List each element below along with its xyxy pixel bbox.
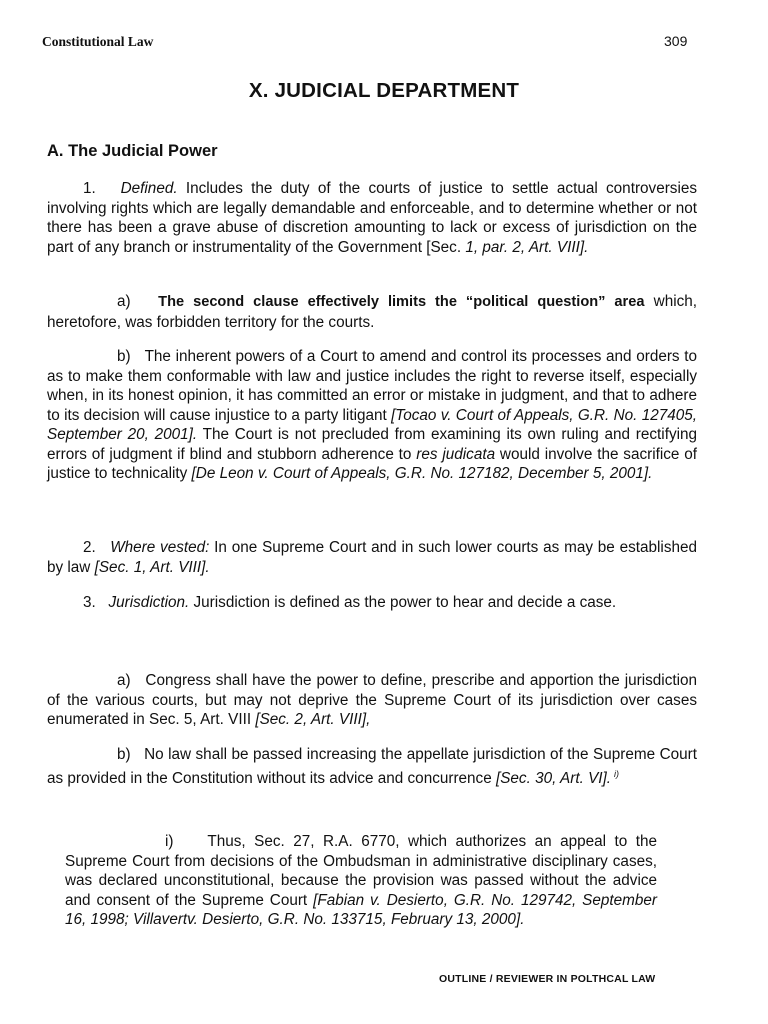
item-marker: 1. — [83, 180, 96, 197]
paragraph-inherent-powers — [47, 347, 697, 484]
paragraph-text: Includes the duty of the courts of justice to settle actual controversies involving rights which are legally demandable and enforceable, and to determine whether or not there has been a grave abuse of discretion amounting to lack or excess of jurisdiction on the part of any branch or instrumentality of the Government [Sec. — [47, 180, 697, 256]
paragraph-congress-power — [47, 671, 697, 730]
chapter-title: X. JUDICIAL DEPARTMENT — [248, 79, 520, 102]
paragraph-text: which, heretofore, was forbidden territory for the courts. — [47, 293, 698, 331]
page-number: 309 — [664, 33, 688, 49]
paragraph-text: No law shall be passed increasing the appellate jurisdiction of the Supreme Court as provided in the Constitution without its advice and concurrence — [47, 746, 698, 787]
citation: [Tocao v. Court of Appeals, G.R. No. 127405, September 20, 2001]. — [47, 406, 697, 443]
section-title: A. The Judicial Power — [47, 142, 218, 160]
citation: [Sec. 2, Art. VIII], — [255, 711, 371, 728]
paragraph-text: Thus, Sec. 27, R.A. 6770, which authorizes an appeal to the Supreme Court from decisions of the Ombudsman in administrative disciplinary cases, was declared unconstitutional, because the provision was passed without the advice and consent of the Supreme Court — [65, 833, 657, 909]
paragraph-appellate-jurisdiction — [47, 745, 697, 788]
paragraph-text: The inherent powers of a Court to amend and control its processes and orders to as to make them conformable with law and justice includes the right to reverse itself, especially when, in its honest opinion, it has committed an error or mistake in judgment, and that to adhere to its decision will cause injustice to a party litigant — [47, 348, 697, 424]
item-lead: The second clause effectively limits the “political question” area — [158, 294, 645, 310]
paragraph-ombudsman-case — [65, 832, 657, 930]
paragraph-text: Congress shall have the power to define, prescribe and apportion the jurisdiction of the various courts, but may not deprive the Supreme Court of its jurisdiction over cases enumerated in Sec. 5, Art. VIII — [47, 672, 698, 728]
citation: [Fabian v. Desierto, G.R. No. 129742, September 16, 1998; Villavertv. Desierto, G.R. No. 133715, February 13, 2000]. — [65, 891, 657, 928]
paragraph-where-vested — [47, 538, 697, 577]
paragraph-text: would involve the sacrifice of justice to technicality — [47, 445, 697, 482]
paragraph-defined — [47, 179, 697, 257]
paragraph-text: In one Supreme Court and in such lower courts as may be established by law — [47, 539, 698, 576]
paragraph-text: Jurisdiction is defined as the power to hear and decide a case. — [189, 594, 617, 611]
paragraph-text: The Court is not precluded from examining its own ruling and rectifying errors of judgment if blind and stubborn adherence to — [47, 426, 698, 463]
citation: 1, par. 2, Art. VIII]. — [461, 238, 589, 256]
paragraph-jurisdiction — [47, 593, 697, 613]
item-lead: Defined. — [120, 180, 178, 197]
running-footer: OUTLINE / REVIEWER IN POLTHCAL LAW — [439, 973, 656, 985]
citation: [Sec. 1, Art. VIII]. — [94, 558, 210, 576]
citation: [Sec. 30, Art. VI]. — [495, 769, 612, 787]
item-lead: Jurisdiction. — [108, 594, 190, 611]
item-marker: a) — [117, 293, 131, 310]
running-header-title: Constitutional Law — [42, 34, 154, 49]
footnote-ref: i) — [614, 768, 620, 779]
item-marker: 3. — [83, 594, 96, 611]
item-lead: Where vested: — [110, 539, 210, 556]
item-marker: b) — [117, 348, 131, 365]
item-marker: i) — [165, 833, 174, 850]
latin-term: res judicata — [416, 445, 496, 463]
item-marker: a) — [117, 672, 131, 689]
paragraph-political-question — [47, 292, 697, 332]
citation: [De Leon v. Court of Appeals, G.R. No. 127182, December 5, 2001]. — [191, 465, 653, 482]
item-marker: b) — [117, 746, 131, 763]
item-marker: 2. — [83, 539, 96, 556]
